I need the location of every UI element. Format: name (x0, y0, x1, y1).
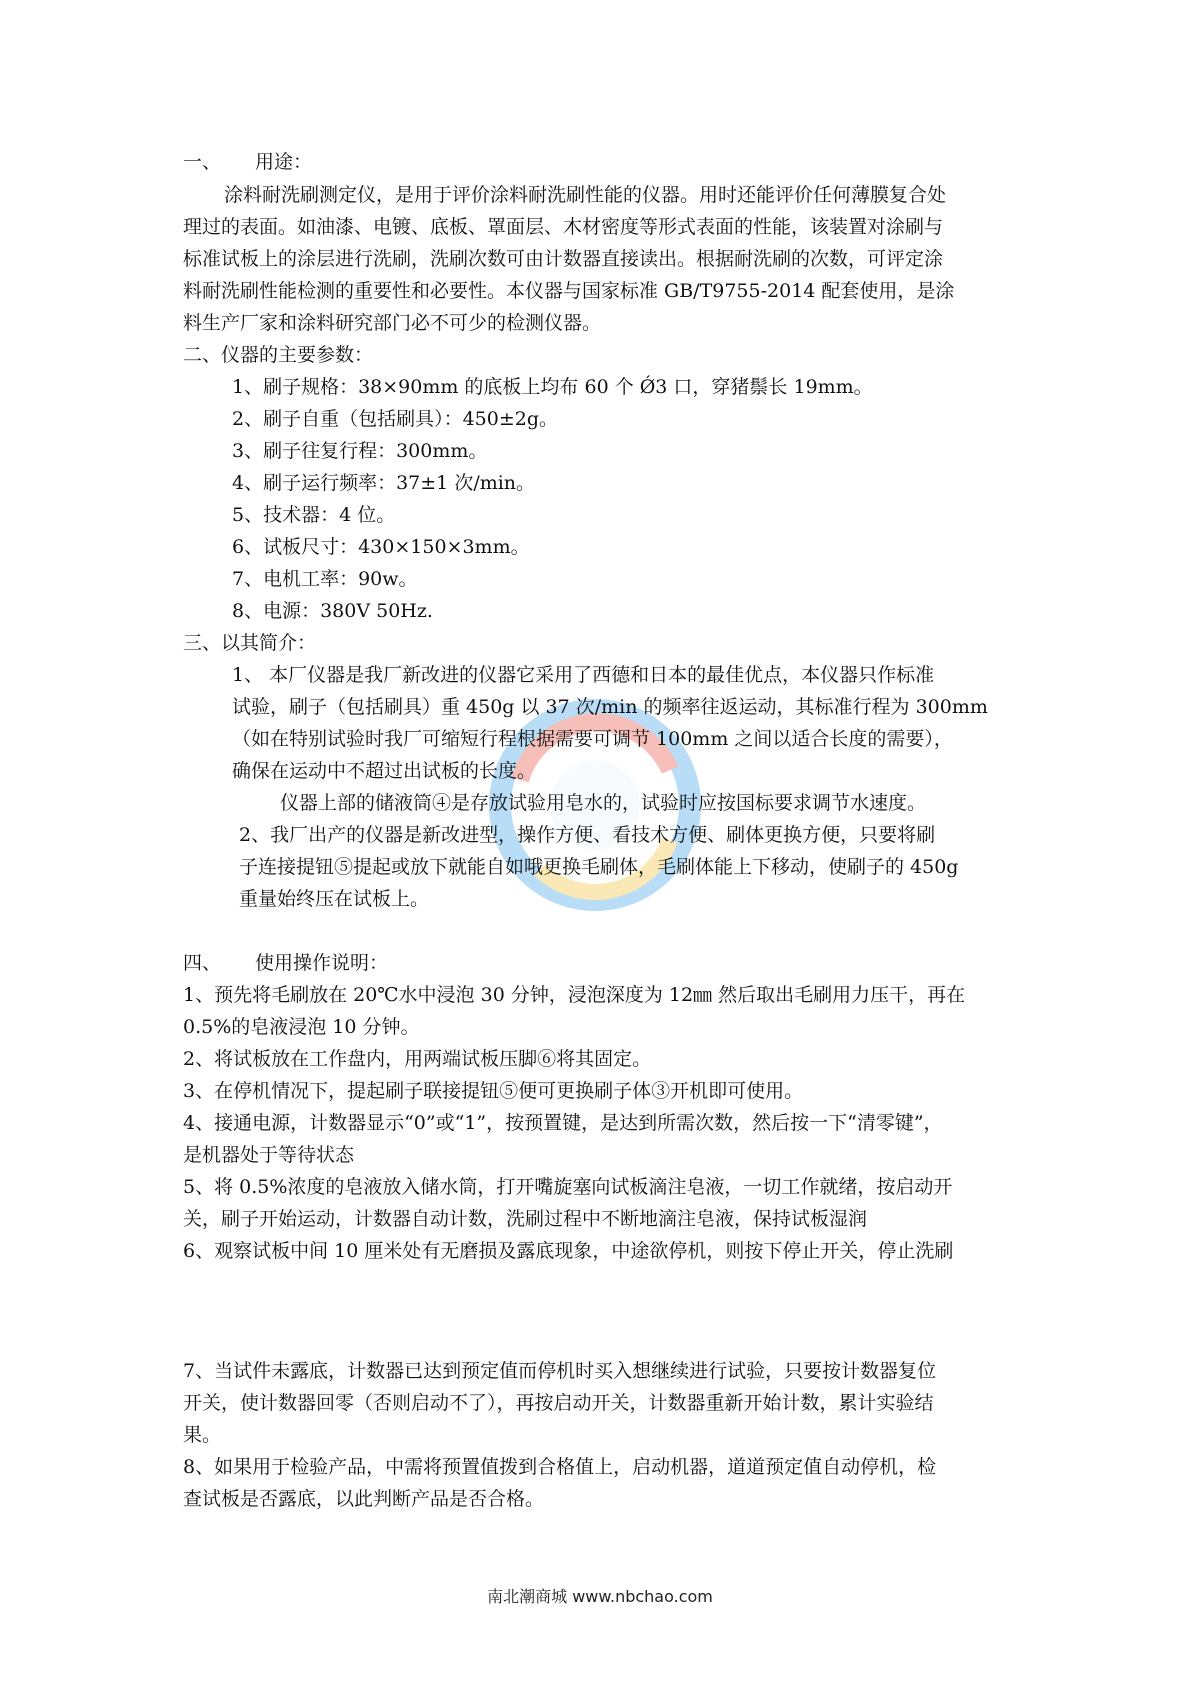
section-4-line: 是机器处于等待状态 (183, 1144, 355, 1166)
section-4-line: 关，刷子开始运动，计数器自动计数，洗刷过程中不断地滴注皂液，保持试板湿润 (183, 1208, 868, 1230)
section-4-line: 查试板是否露底，以此判断产品是否合格。 (183, 1488, 545, 1510)
param-item: 8、电源：380V 50Hz. (232, 600, 433, 622)
section-3-item-2-line: 2、我厂出产的仪器是新改进型，操作方便、看技术方便、刷体更换方便，只要将刷 (239, 824, 936, 846)
param-item: 7、电机工率：90w。 (232, 568, 418, 590)
section-4-heading (183, 951, 388, 975)
section-4-line: 果。 (183, 1424, 222, 1446)
section-1-index: 一、 (183, 151, 222, 173)
section-1-title: 用途： (255, 151, 313, 173)
section-4-line: 8、如果用于检验产品，中需将预置值拨到合格值上，启动机器，道道预定值自动停机，检 (183, 1456, 937, 1478)
param-item: 4、刷子运行频率：37±1 次/min。 (232, 472, 536, 494)
section-1-line: 料耐洗刷性能检测的重要性和必要性。本仪器与国家标准 GB/T9755-2014 配套使用，是涂 (183, 280, 955, 302)
param-item: 1、刷子规格：38×90mm 的底板上均布 60 个 Ǿ3 口，穿猪鬃长 19mm。 (232, 376, 873, 398)
section-3-heading: 三、以其简介： (183, 632, 317, 654)
section-4-line: 3、在停机情况下，提起刷子联接提钮⑤便可更换刷子体③开机即可使用。 (183, 1080, 804, 1102)
section-1-heading (183, 150, 312, 174)
section-3-item-1-line: 确保在运动中不超过出试板的长度。 (232, 760, 537, 782)
section-4-line: 4、接通电源，计数器显示“0”或“1”，按预置键，是达到所需次数，然后按一下“清零键”， (183, 1112, 943, 1134)
section-2-heading: 二、仪器的主要参数： (183, 344, 374, 366)
section-3-item-1-extra: 仪器上部的储液筒④是存放试验用皂水的，试验时应按国标要求调节水速度。 (280, 792, 927, 814)
section-3-item-2-line: 子连接提钮⑤提起或放下就能自如哦更换毛刷体，毛刷体能上下移动，使刷子的 450g (239, 856, 959, 878)
section-1-line: 涂料耐洗刷测定仪，是用于评价涂料耐洗刷性能的仪器。用时还能评价任何薄膜复合处 (224, 184, 947, 206)
section-3-item-1-line: 1、 本厂仪器是我厂新改进的仪器它采用了西德和日本的最佳优点，本仪器只作标准 (232, 664, 935, 686)
section-4-line: 6、观察试板中间 10 厘米处有无磨损及露底现象，中途欲停机，则按下停止开关，停止洗刷 (183, 1240, 954, 1262)
section-3-item-1-line: 试验，刷子（包括刷具）重 450g 以 37 次/min 的频率往返运动，其标准行程为 300mm (232, 696, 988, 718)
section-1-line: 料生产厂家和涂料研究部门必不可少的检测仪器。 (183, 312, 602, 334)
section-3-item-2-line: 重量始终压在试板上。 (239, 888, 430, 910)
param-item: 2、刷子自重（包括刷具）：450±2g。 (232, 408, 559, 430)
section-4-line: 1、预先将毛刷放在 20℃水中浸泡 30 分钟，浸泡深度为 12㎜ 然后取出毛刷用力压干，再在 (183, 984, 966, 1006)
param-item: 3、刷子往复行程：300mm。 (232, 440, 488, 462)
section-4-line: 5、将 0.5%浓度的皂液放入储水筒，打开嘴旋塞向试板滴注皂液，一切工作就绪，按启动开 (183, 1176, 953, 1198)
section-4-line: 开关，使计数器回零（否则启动不了），再按启动开关，计数器重新开始计数，累计实验结 (183, 1392, 934, 1414)
param-item: 6、试板尺寸：430×150×3mm。 (232, 536, 530, 558)
param-item: 5、技术器：4 位。 (232, 504, 396, 526)
section-4-line: 0.5%的皂液浸泡 10 分钟。 (183, 1016, 420, 1038)
section-4-title: 使用操作说明： (255, 952, 389, 974)
section-1-line: 理过的表面。如油漆、电镀、底板、罩面层、木材密度等形式表面的性能，该装置对涂刷与 (183, 216, 944, 238)
section-4-line: 2、将试板放在工作盘内，用两端试板压脚⑥将其固定。 (183, 1048, 652, 1070)
section-4-line: 7、当试件未露底，计数器已达到预定值而停机时买入想继续进行试验，只要按计数器复位 (183, 1360, 937, 1382)
page-footer: 南北潮商城 www.nbchao.com (487, 1587, 713, 1606)
section-4-index: 四、 (183, 952, 222, 974)
section-1-line: 标准试板上的涂层进行洗刷，洗刷次数可由计数器直接读出。根据耐洗刷的次数，可评定涂 (183, 248, 944, 270)
section-3-item-1-line: （如在特别试验时我厂可缩短行程根据需要可调节 100mm 之间以适合长度的需要）， (232, 728, 953, 750)
